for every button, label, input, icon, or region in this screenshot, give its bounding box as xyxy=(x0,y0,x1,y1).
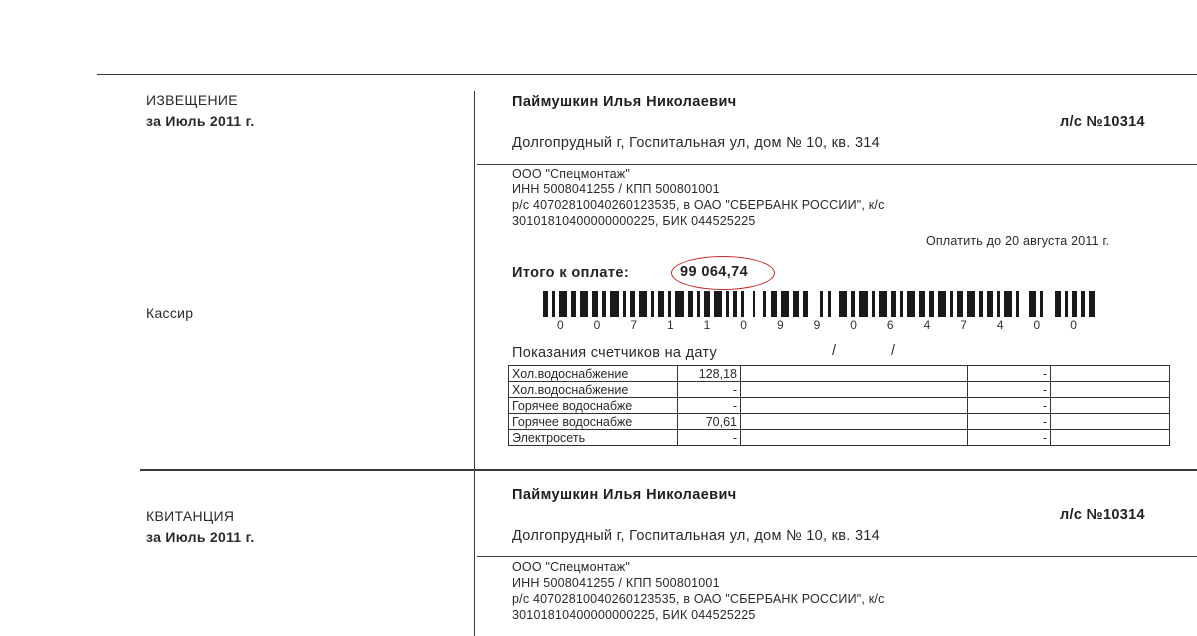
meter-value: - xyxy=(678,430,741,446)
barcode-digit: 0 xyxy=(1033,318,1041,332)
meter-blank xyxy=(1051,430,1170,446)
meter-blank xyxy=(1051,382,1170,398)
meter-blank xyxy=(741,398,968,414)
barcode xyxy=(543,291,1095,317)
meter-blank xyxy=(741,382,968,398)
cashier-label: Кассир xyxy=(146,305,194,321)
notice-address: Долгопрудный г, Госпитальная ул, дом № 10, кв. 314 xyxy=(512,135,881,151)
barcode-digit: 9 xyxy=(813,318,821,332)
meter-col4: - xyxy=(968,366,1051,382)
meter-value: - xyxy=(678,398,741,414)
receipt-account: л/с №10314 xyxy=(1060,507,1145,523)
total-label: Итого к оплате: xyxy=(512,265,630,281)
meter-value: 128,18 xyxy=(678,366,741,382)
meter-blank xyxy=(1051,398,1170,414)
table-row xyxy=(509,398,1170,414)
table-row xyxy=(509,382,1170,398)
notice-period: за Июль 2011 г. xyxy=(146,113,255,129)
meter-col4: - xyxy=(968,382,1051,398)
table-row xyxy=(509,430,1170,446)
meter-name: Хол.водоснабжение xyxy=(509,382,678,398)
meter-name: Хол.водоснабжение xyxy=(509,366,678,382)
receipt-company-line4: 30101810400000000225, БИК 044525225 xyxy=(512,608,756,622)
meter-name: Электросеть xyxy=(509,430,678,446)
table-row xyxy=(509,414,1170,430)
notice-account: л/с №10314 xyxy=(1060,114,1145,130)
notice-company-line4: 30101810400000000225, БИК 044525225 xyxy=(512,214,756,228)
receipt-payer-name: Паймушкин Илья Николаевич xyxy=(512,487,737,503)
barcode-digits xyxy=(557,318,1077,332)
receipt-company-line3: р/с 40702810040260123535, в ОАО "СБЕРБАНК РОССИИ", к/с xyxy=(512,592,885,606)
meter-blank xyxy=(741,430,968,446)
due-date: Оплатить до 20 августа 2011 г. xyxy=(926,234,1110,248)
notice-header-divider xyxy=(477,164,1197,165)
receipt-title: КВИТАНЦИЯ xyxy=(146,508,235,524)
receipt-company-line1: ООО "Спецмонтаж" xyxy=(512,560,630,574)
barcode-digit: 0 xyxy=(593,318,601,332)
meter-value: - xyxy=(678,382,741,398)
receipt-header-divider xyxy=(477,556,1197,557)
meter-col4: - xyxy=(968,430,1051,446)
notice-divider xyxy=(474,91,475,469)
barcode-digit: 9 xyxy=(776,318,784,332)
barcode-digit: 0 xyxy=(740,318,747,332)
meter-blank xyxy=(1051,366,1170,382)
barcode-digit: 1 xyxy=(666,318,674,332)
receipt-company-line2: ИНН 5008041255 / КПП 500801001 xyxy=(512,576,720,590)
meters-date-sep1: / xyxy=(832,343,837,359)
meter-value: 70,61 xyxy=(678,414,741,430)
barcode-digit: 0 xyxy=(850,318,857,332)
meter-blank xyxy=(741,414,968,430)
table-row xyxy=(509,366,1170,382)
receipt-address: Долгопрудный г, Госпитальная ул, дом № 10, кв. 314 xyxy=(512,528,881,544)
meters-title: Показания счетчиков на дату xyxy=(512,345,718,361)
barcode-digit: 7 xyxy=(630,318,637,332)
meter-col4: - xyxy=(968,398,1051,414)
meter-col4: - xyxy=(968,414,1051,430)
notice-payer-name: Паймушкин Илья Николаевич xyxy=(512,94,737,110)
receipt-period: за Июль 2011 г. xyxy=(146,529,255,545)
notice-title: ИЗВЕЩЕНИЕ xyxy=(146,92,238,108)
meter-name: Горячее водоснабже xyxy=(509,398,678,414)
barcode-digit: 4 xyxy=(923,318,931,332)
meter-blank xyxy=(741,366,968,382)
barcode-digit: 1 xyxy=(703,318,711,332)
meter-blank xyxy=(1051,414,1170,430)
meters-date-sep2: / xyxy=(891,343,896,359)
meter-name: Горячее водоснабже xyxy=(509,414,678,430)
meters-table xyxy=(508,365,1170,446)
barcode-digit: 6 xyxy=(886,318,894,332)
barcode-digit: 0 xyxy=(1070,318,1077,332)
barcode-digit: 7 xyxy=(960,318,967,332)
section-divider xyxy=(140,469,1197,471)
barcode-digit: 4 xyxy=(996,318,1004,332)
notice-company-line2: ИНН 5008041255 / КПП 500801001 xyxy=(512,182,720,196)
notice-company-line3: р/с 40702810040260123535, в ОАО "СБЕРБАНК РОССИИ", к/с xyxy=(512,198,885,212)
top-border xyxy=(97,74,1197,75)
notice-company-line1: ООО "Спецмонтаж" xyxy=(512,167,630,181)
barcode-digit: 0 xyxy=(557,318,564,332)
receipt-divider xyxy=(474,471,475,636)
total-value: 99 064,74 xyxy=(680,264,749,280)
